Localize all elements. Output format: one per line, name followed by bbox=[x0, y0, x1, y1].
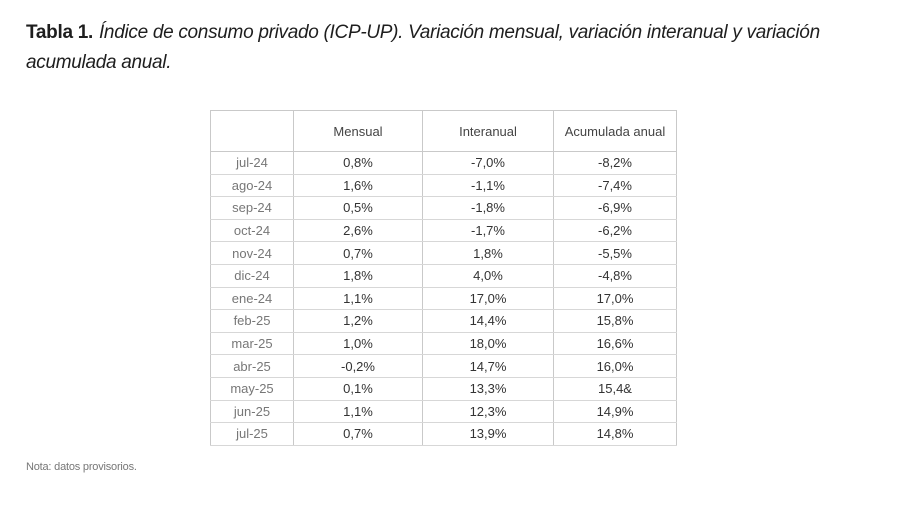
cell-mensual: -0,2% bbox=[294, 355, 423, 378]
cell-interanual: 14,7% bbox=[423, 355, 554, 378]
table-row bbox=[211, 264, 677, 287]
table-row bbox=[211, 423, 677, 446]
cell-period: oct-24 bbox=[211, 219, 294, 242]
table-row bbox=[211, 174, 677, 197]
header-cell-period bbox=[211, 111, 294, 152]
cell-acumulada: 15,4& bbox=[554, 377, 677, 400]
cell-period: jun-25 bbox=[211, 400, 294, 423]
cell-period: dic-24 bbox=[211, 264, 294, 287]
cell-interanual: 18,0% bbox=[423, 332, 554, 355]
cell-interanual: 13,9% bbox=[423, 423, 554, 446]
cell-acumulada: -7,4% bbox=[554, 174, 677, 197]
table-title-caption: Índice de consumo privado (ICP-UP). Variación mensual, variación interanual y variación acumulada anual. bbox=[26, 22, 820, 73]
table-row bbox=[211, 310, 677, 333]
cell-acumulada: -6,2% bbox=[554, 219, 677, 242]
cell-interanual: -1,1% bbox=[423, 174, 554, 197]
cell-period: nov-24 bbox=[211, 242, 294, 265]
cell-acumulada: -8,2% bbox=[554, 152, 677, 175]
header-cell-mensual: Mensual bbox=[294, 111, 423, 152]
table-body bbox=[211, 152, 677, 446]
table-row bbox=[211, 197, 677, 220]
table-row bbox=[211, 287, 677, 310]
consumption-index-table bbox=[210, 110, 677, 446]
cell-period: abr-25 bbox=[211, 355, 294, 378]
cell-interanual: 17,0% bbox=[423, 287, 554, 310]
cell-interanual: -1,7% bbox=[423, 219, 554, 242]
table-row bbox=[211, 152, 677, 175]
header-cell-acumulada: Acumulada anual bbox=[554, 111, 677, 152]
table-row bbox=[211, 355, 677, 378]
cell-acumulada: 15,8% bbox=[554, 310, 677, 333]
cell-mensual: 0,8% bbox=[294, 152, 423, 175]
table-row bbox=[211, 242, 677, 265]
cell-interanual: 12,3% bbox=[423, 400, 554, 423]
cell-interanual: 1,8% bbox=[423, 242, 554, 265]
cell-mensual: 1,1% bbox=[294, 287, 423, 310]
cell-mensual: 0,7% bbox=[294, 423, 423, 446]
cell-period: may-25 bbox=[211, 377, 294, 400]
header-cell-interanual: Interanual bbox=[423, 111, 554, 152]
cell-mensual: 1,1% bbox=[294, 400, 423, 423]
cell-period: feb-25 bbox=[211, 310, 294, 333]
table-row bbox=[211, 332, 677, 355]
cell-mensual: 0,7% bbox=[294, 242, 423, 265]
cell-mensual: 0,1% bbox=[294, 377, 423, 400]
table-row bbox=[211, 219, 677, 242]
cell-period: jul-24 bbox=[211, 152, 294, 175]
table-row bbox=[211, 377, 677, 400]
cell-mensual: 2,6% bbox=[294, 219, 423, 242]
cell-mensual: 0,5% bbox=[294, 197, 423, 220]
footnote: Nota: datos provisorios. bbox=[26, 461, 137, 473]
cell-acumulada: 14,8% bbox=[554, 423, 677, 446]
cell-mensual: 1,8% bbox=[294, 264, 423, 287]
cell-interanual: 13,3% bbox=[423, 377, 554, 400]
cell-period: sep-24 bbox=[211, 197, 294, 220]
cell-acumulada: -5,5% bbox=[554, 242, 677, 265]
cell-mensual: 1,0% bbox=[294, 332, 423, 355]
cell-acumulada: -6,9% bbox=[554, 197, 677, 220]
cell-acumulada: 17,0% bbox=[554, 287, 677, 310]
cell-acumulada: 14,9% bbox=[554, 400, 677, 423]
table-title-label: Tabla 1. bbox=[26, 22, 93, 43]
cell-acumulada: 16,6% bbox=[554, 332, 677, 355]
cell-period: ene-24 bbox=[211, 287, 294, 310]
cell-interanual: 14,4% bbox=[423, 310, 554, 333]
table-header-row bbox=[211, 111, 677, 152]
table-title bbox=[26, 18, 876, 78]
cell-acumulada: -4,8% bbox=[554, 264, 677, 287]
table-row bbox=[211, 400, 677, 423]
cell-period: ago-24 bbox=[211, 174, 294, 197]
cell-period: mar-25 bbox=[211, 332, 294, 355]
cell-acumulada: 16,0% bbox=[554, 355, 677, 378]
cell-period: jul-25 bbox=[211, 423, 294, 446]
cell-interanual: -1,8% bbox=[423, 197, 554, 220]
cell-mensual: 1,2% bbox=[294, 310, 423, 333]
cell-interanual: 4,0% bbox=[423, 264, 554, 287]
cell-interanual: -7,0% bbox=[423, 152, 554, 175]
cell-mensual: 1,6% bbox=[294, 174, 423, 197]
